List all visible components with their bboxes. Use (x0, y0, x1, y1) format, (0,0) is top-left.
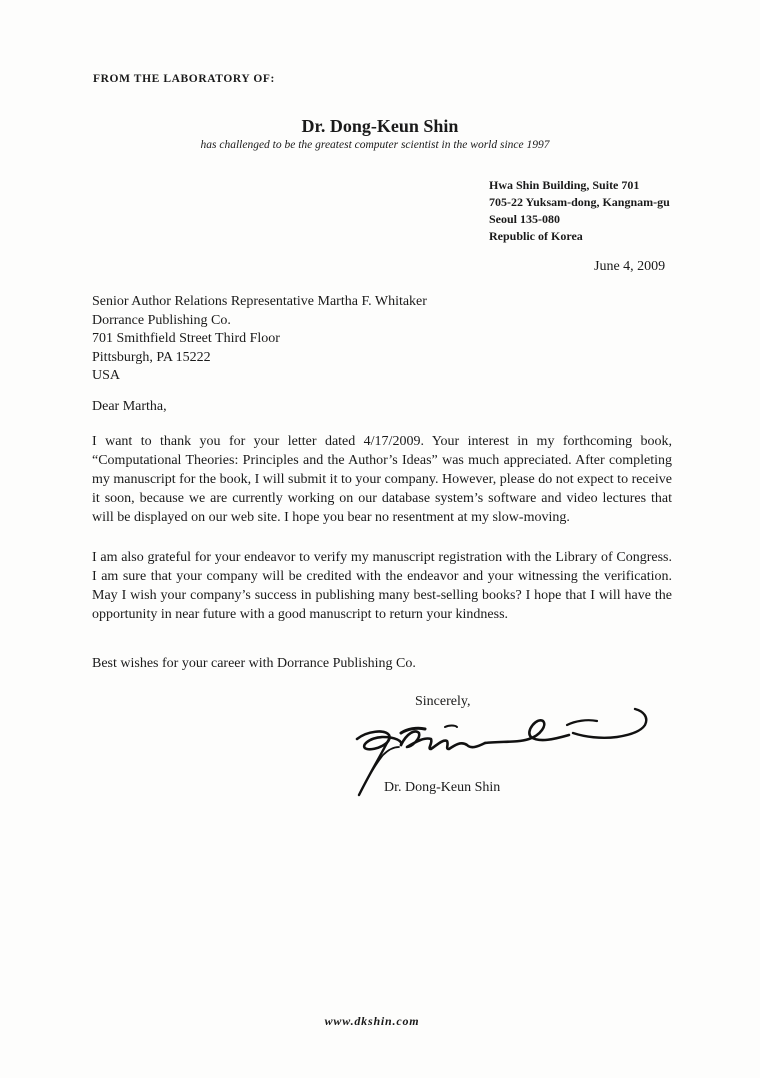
recipient-line: Senior Author Relations Representative Martha F. Whitaker (92, 294, 427, 309)
recipient-address (92, 293, 427, 386)
sender-address-line: 705-22 Yuksam-dong, Kangnam-gu (489, 195, 670, 209)
letter-date: June 4, 2009 (594, 259, 666, 274)
salutation: Dear Martha, (92, 399, 167, 414)
from-laboratory-label: FROM THE LABORATORY OF: (93, 73, 275, 85)
recipient-line: USA (92, 368, 121, 383)
letterhead-tagline: has challenged to be the greatest computer scientist in the world since 1997 (200, 139, 550, 151)
sign-off: Sincerely, (415, 694, 471, 709)
sender-address (489, 177, 670, 245)
letterhead-name: Dr. Dong-Keun Shin (301, 116, 459, 136)
recipient-line: 701 Smithfield Street Third Floor (92, 331, 280, 346)
body-paragraph: I want to thank you for your letter dated 4/17/2009. Your interest in my forthcoming book, “Computational Theories: Principles and the Author’s Ideas” was much appreciated. After completing my manuscript for the book, I will submit it to your company. However, please do not expect to receive it soon, because we are currently working on our database system’s software and video lectures that will be displayed on our web site. I hope you bear no resentment at my slow-moving. (92, 434, 672, 525)
sender-address-line: Seoul 135-080 (489, 212, 561, 226)
recipient-line: Dorrance Publishing Co. (92, 312, 231, 328)
signatory-name: Dr. Dong-Keun Shin (384, 780, 501, 795)
body-paragraph: I am also grateful for your endeavor to verify my manuscript registration with the Library of Congress. I am sure that your company will be credited with the endeavor and your witnessing the verification. May I wish your company’s success in publishing many best-selling books? I hope that I will have the opportunity in near future with a good manuscript to return your kindness. (92, 550, 672, 622)
footer-website: www.dkshin.com (324, 1014, 420, 1028)
recipient-line: Pittsburgh, PA 15222 (92, 349, 211, 365)
sender-address-line: Republic of Korea (489, 229, 583, 243)
closing-line: Best wishes for your career with Dorrance Publishing Co. (92, 656, 416, 671)
sender-address-line: Hwa Shin Building, Suite 701 (489, 178, 640, 192)
